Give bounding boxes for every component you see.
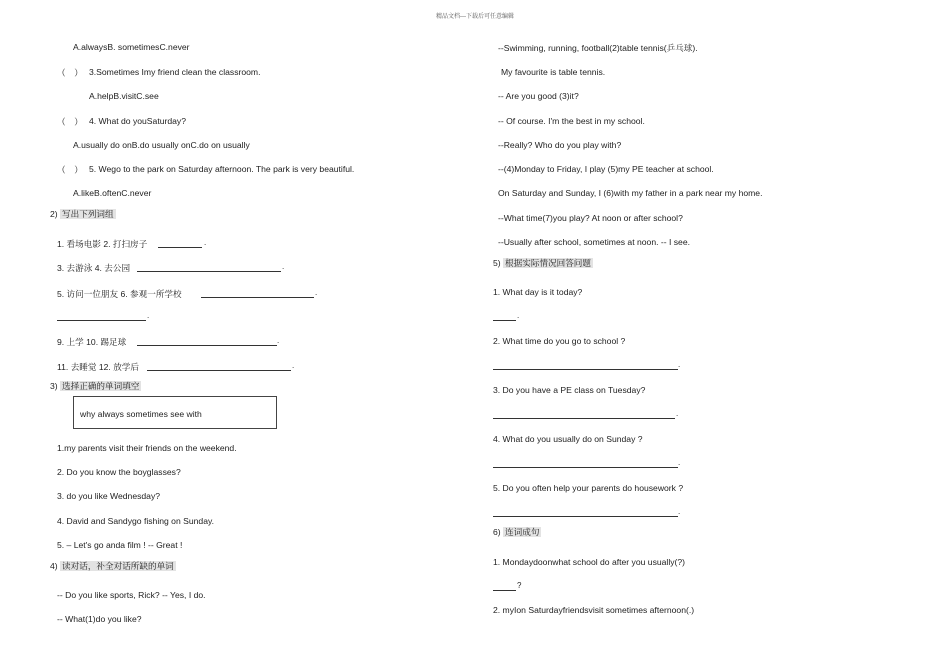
phrase-line-4: 9. 上学 10. 踢足球 — [57, 337, 127, 347]
answer-blank — [137, 345, 277, 346]
section-3-heading — [50, 380, 141, 392]
period: . — [147, 311, 150, 320]
section-title: 连词成句 — [505, 527, 540, 537]
dialog-line-5: -- Are you good (3)it? — [498, 91, 579, 101]
page-header: 精品文档---下载后可任意编辑 — [436, 14, 514, 20]
q3-answer-paren: （ ） — [57, 68, 83, 78]
q5-text: 5. Wego to the park on Saturday afternoon. The park is very beautiful. — [89, 164, 355, 174]
q4-options: A.usually do onB.do usually onC.do on usually — [73, 140, 250, 150]
question-mark: ? — [517, 581, 522, 590]
section-title: 选择正确的单词填空 — [62, 381, 140, 391]
question-4: 4. What do you usually do on Sunday ? — [493, 434, 643, 444]
sentence-1: 1. Mondaydoonwhat school do after you usually(?) — [493, 557, 686, 567]
phrase-line-3: 5. 访问一位朋友 6. 参观一所学校 — [57, 289, 182, 299]
fill-5: 5. – Let's go anda film ! -- Great ! — [57, 540, 183, 550]
word-bank-box — [73, 396, 277, 429]
q3-options: A.helpB.visitC.see — [89, 91, 159, 101]
fill-1: 1.my parents visit their friends on the weekend. — [57, 443, 237, 453]
answer-blank — [493, 516, 678, 517]
period: . — [678, 458, 681, 467]
question-3: 3. Do you have a PE class on Tuesday? — [493, 385, 646, 395]
word-bank-words: why always sometimes see with — [80, 409, 202, 419]
dialog-line-2: -- What(1)do you like? — [57, 614, 142, 624]
phrase-line-2: 3. 去游泳 4. 去公园 — [57, 263, 131, 273]
dialog-line-10: --What time(7)you play? At noon or after school? — [498, 213, 683, 223]
section-6-heading — [493, 526, 541, 538]
period: . — [292, 361, 295, 370]
q2-options: A.alwaysB. sometimesC.never — [73, 42, 190, 52]
period: . — [678, 360, 681, 369]
section-title: 写出下列词组 — [62, 209, 114, 219]
period: . — [315, 288, 318, 297]
period: . — [282, 262, 285, 271]
section-5-heading — [493, 257, 593, 269]
answer-blank — [493, 590, 516, 591]
period: . — [676, 409, 679, 418]
fill-3: 3. do you like Wednesday? — [57, 491, 161, 501]
phrase-line-1: 1. 看场电影 2. 打扫房子 — [57, 239, 148, 249]
dialog-line-9: On Saturday and Sunday, I (6)with my father in a park near my home. — [498, 188, 763, 198]
section-4-heading — [50, 560, 176, 572]
answer-blank — [493, 320, 516, 321]
period: . — [517, 311, 520, 320]
q5-answer-paren: （ ） — [57, 165, 83, 175]
period: . — [204, 238, 207, 247]
answer-blank — [493, 467, 678, 468]
section-number: 2) — [50, 209, 58, 219]
section-title: 根据实际情况回答问题 — [505, 258, 591, 268]
section-title: 读对话，补全对话所缺的单词 — [62, 561, 174, 571]
q4-answer-paren: （ ） — [57, 117, 83, 127]
dialog-line-6: -- Of course. I'm the best in my school. — [498, 116, 645, 126]
fill-2: 2. Do you know the boyglasses? — [57, 467, 181, 477]
dialog-line-7: --Really? Who do you play with? — [498, 140, 622, 150]
section-number: 5) — [493, 258, 501, 268]
phrase-line-5: 11. 去睡觉 12. 放学后 — [57, 362, 139, 372]
dialog-line-4: My favourite is table tennis. — [501, 67, 606, 77]
answer-blank — [147, 370, 291, 371]
dialog-line-11: --Usually after school, sometimes at noon. -- I see. — [498, 237, 690, 247]
q4-text: 4. What do youSaturday? — [89, 116, 186, 126]
fill-4: 4. David and Sandygo fishing on Sunday. — [57, 516, 215, 526]
section-2-heading — [50, 208, 116, 220]
answer-blank — [57, 320, 146, 321]
answer-blank — [493, 369, 678, 370]
answer-blank — [493, 418, 675, 419]
period: . — [277, 336, 280, 345]
section-number: 6) — [493, 527, 501, 537]
sentence-2: 2. myIon Saturdayfriendsvisit sometimes afternoon(.) — [493, 605, 695, 615]
answer-blank — [137, 271, 281, 272]
period: . — [678, 507, 681, 516]
answer-blank — [201, 297, 314, 298]
section-number: 4) — [50, 561, 58, 571]
dialog-line-8: --(4)Monday to Friday, I play (5)my PE teacher at school. — [498, 164, 714, 174]
question-5: 5. Do you often help your parents do housework ? — [493, 483, 684, 493]
q5-options: A.likeB.oftenC.never — [73, 188, 152, 198]
q3-text: 3.Sometimes Imy friend clean the classroom. — [89, 67, 261, 77]
question-1: 1. What day is it today? — [493, 287, 583, 297]
section-number: 3) — [50, 381, 58, 391]
dialog-line-3: --Swimming, running, football(2)table tennis(乒乓球). — [498, 43, 698, 53]
question-2: 2. What time do you go to school ? — [493, 336, 626, 346]
answer-blank — [158, 247, 202, 248]
dialog-line-1: -- Do you like sports, Rick? -- Yes, I do. — [57, 590, 206, 600]
